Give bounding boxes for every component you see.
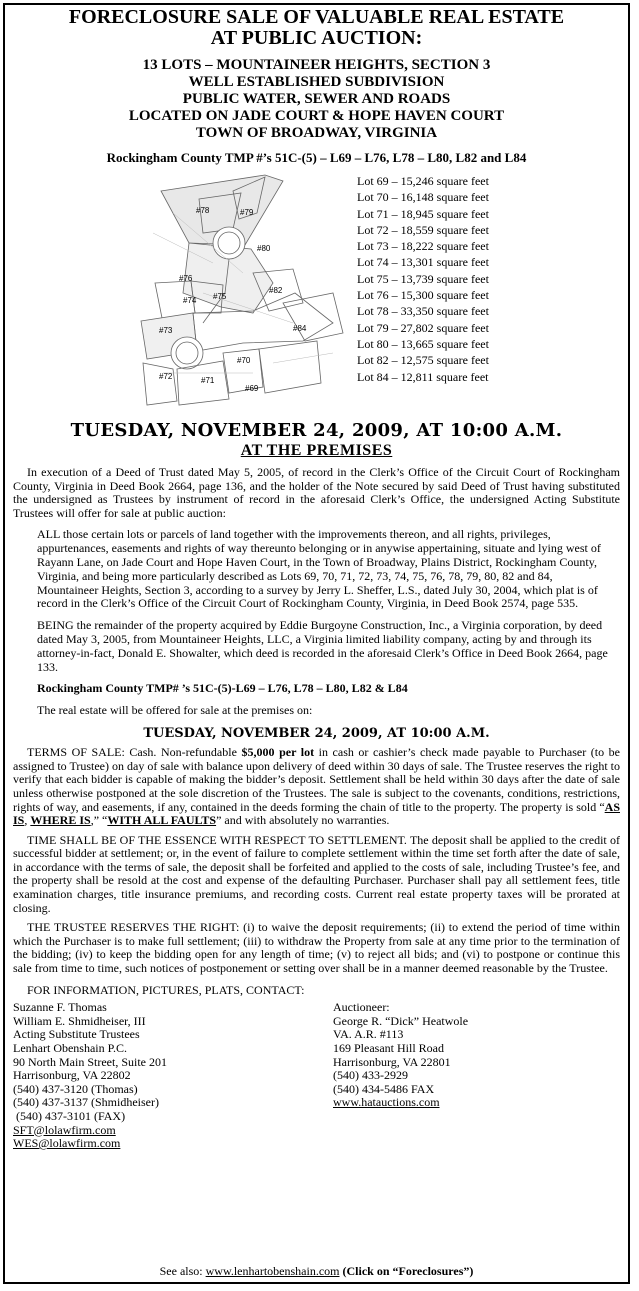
lot-item: Lot 78 – 33,350 square feet [357, 304, 489, 319]
contact-line: Harrisonburg, VA 22802 [13, 1068, 131, 1083]
plat-label-78: #78 [196, 206, 210, 215]
plat-label-76: #76 [179, 274, 193, 283]
lot-item: Lot 84 – 12,811 square feet [357, 369, 489, 384]
offered-line: The real estate will be offered for sale at the premises on: [37, 702, 313, 717]
contact-line: William E. Shmidheiser, III [13, 1013, 146, 1028]
deposit-amount: $5,000 per lot [241, 745, 315, 760]
terms-text-a: TERMS OF SALE: Cash. Non-refundable [27, 745, 242, 760]
subheads [5, 57, 628, 142]
lot-sizes-list [357, 173, 489, 385]
lot-item: Lot 79 – 27,802 square feet [357, 320, 489, 335]
subhead-town: TOWN OF BROADWAY, VIRGINIA [195, 125, 438, 141]
being-paragraph: BEING the remainder of the property acquired by Eddie Burgoyne Construction, Inc., a Virginia corporation, by deed dated May 3, 2005, from Mountaineer Heights, LLC, a Virginia limited liability company, acting by and through its attorney-in-fact, Donald E. Showalter, which deed is recorded in the aforesaid Clerk’s Office in Deed Book 2664, page 133. [37, 618, 608, 674]
at-the-premises: AT THE PREMISES [240, 442, 393, 459]
contact-line: (540) 433-2929 [333, 1068, 408, 1083]
plat-label-69: #69 [245, 384, 259, 393]
lot-item: Lot 72 – 18,559 square feet [357, 222, 489, 237]
lot-item: Lot 71 – 18,945 square feet [357, 206, 489, 221]
lot-item: Lot 69 – 15,246 square feet [357, 174, 489, 188]
contact-line: George R. “Dick” Heatwole [333, 1013, 469, 1028]
time-essence-paragraph: TIME SHALL BE OF THE ESSENCE WITH RESPECT TO SETTLEMENT. The deposit shall be applied to the credit of successful bidder at settlement; or, in the event of failure to complete settlement within the time set forth after the date of sale, in accordance with the terms of sale, the deposit shall be forfeited and applied to the costs of sale, including Trustee’s fee, and the property shall be resold at the cost and expense of the defaulting Purchaser. Purchaser shall pay all settlement fees, title examination charges, title insurance premiums, and recording costs. Current real estate property taxes will be prorated at closing. [13, 832, 620, 915]
contact-line: Suzanne F. Thomas [13, 1000, 107, 1015]
email-link-sft[interactable]: SFT@lolawfirm.com [13, 1122, 116, 1137]
lot-item: Lot 76 – 15,300 square feet [357, 288, 489, 303]
plat-label-73: #73 [159, 326, 173, 335]
see-also-suffix: (Click on “Foreclosures”) [339, 1264, 474, 1278]
subhead-lots: 13 LOTS – MOUNTAINEER HEIGHTS, SECTION 3 [142, 57, 491, 73]
contact-line: (540) 437-3120 (Thomas) [13, 1081, 138, 1096]
plat-label-75: #75 [213, 292, 227, 301]
terms-text-c: ” and with absolutely no warranties. [216, 813, 390, 828]
foreclosure-ad [3, 3, 630, 1284]
lot-item: Lot 73 – 18,222 square feet [357, 239, 489, 254]
ad-body [5, 466, 628, 997]
plat-label-82: #82 [269, 286, 283, 295]
contacts-block [5, 1001, 628, 1187]
subhead-subdivision: WELL ESTABLISHED SUBDIVISION [188, 74, 445, 90]
lot-item: Lot 80 – 13,665 square feet [357, 336, 489, 351]
contact-line: Acting Substitute Trustees [13, 1027, 140, 1042]
contact-line: (540) 437-3101 (FAX) [13, 1108, 126, 1123]
contact-line: Harrisonburg, VA 22801 [333, 1054, 451, 1069]
where-is-label: WHERE IS [30, 813, 91, 828]
sale-date-heading: TUESDAY, NOVEMBER 24, 2009, AT 10:00 A.M. [70, 420, 563, 441]
intro-paragraph: In execution of a Deed of Trust dated May 5, 2005, of record in the Clerk’s Office of the Circuit Court of Rockingham County, Virginia in Deed Book 2664, page 136, and the holder of the Note secured by said Deed of Trust having substituted the undersigned as Trustees by instrument of record in the aforesaid Clerk’s Office, the undersigned Acting Substitute Trustees will offer for sale at public auction: [13, 465, 620, 520]
terms-of-sale-paragraph: TERMS OF SALE: Cash. Non-refundable $5,000 per lot in cash or cashier’s check made payable to Purchaser (to be assigned to Trustee) on day of sale with balance upon delivery of deed within 30 days of sale. The Trustee reserves the right to verify that each bidder is capable of making the bidder’s deposit. Settlement shall be held within 30 days after the date of sale unless otherwise postponed at the sole discretion of the Trustees. The sale is subject to the covenants, conditions, restrictions, rights of way, and easements, if any, contained in the deeds forming the chain of title to the property. The property is sold “AS IS, WHERE IS,” “WITH ALL FAULTS” and with absolutely no warranties. [13, 745, 620, 828]
lot-item: Lot 74 – 13,301 square feet [357, 255, 489, 270]
trustee-reserves-paragraph: THE TRUSTEE RESERVES THE RIGHT: (i) to waive the deposit requirements; (ii) to extend the period of time within which the Purchaser is to make full settlement; (iii) to withdraw the Property from sale at any time prior to the termination of the bidding; (iv) to keep the bidding open for any length of time; (v) to reject all bids; and (vi) to postpone or continue this sale from time to time, such notices of postponement or setting over shall be in a manner deemed reasonable by the Trustee. [13, 920, 620, 976]
with-all-faults-label: WITH ALL FAULTS [107, 813, 217, 828]
plat-label-74: #74 [183, 296, 197, 305]
contact-line: VA. A.R. #113 [333, 1027, 404, 1042]
email-link-wes[interactable]: WES@lolawfirm.com [13, 1136, 121, 1151]
contact-line: (540) 434-5486 FAX [333, 1081, 435, 1096]
contact-line: 169 Pleasant Hill Road [333, 1041, 444, 1055]
auctioneer-contact [333, 1001, 468, 1110]
law-firm-website-link[interactable]: www.lenhartobenshain.com [205, 1264, 340, 1278]
sale-date-small: TUESDAY, NOVEMBER 24, 2009, AT 10:00 A.M. [143, 725, 490, 741]
title-line-2: AT PUBLIC AUCTION: [210, 27, 423, 49]
plat-label-79: #79 [240, 208, 254, 217]
plat-label-80: #80 [257, 244, 271, 253]
terms-text-b: in cash or cashier’s check made payable to Purchaser (to be assigned to Trustee) on day of sale with balance upon delivery of deed within 30 days of sale. The Trustee reserves the right to verify that each bidder is capable of making the bidder’s deposit. Settlement shall be held within 30 days after the date of sale unless otherwise postponed at the sole discretion of the Trustees. The sale is subject to the covenants, conditions, restrictions, rights of way, and easements, if any, contained in the deeds forming the chain of title to the property. The property is sold “ [13, 745, 620, 814]
tmp-line: Rockingham County TMP #’s 51C-(5) – L69 – L76, L78 – L80, L82 and L84 [106, 150, 527, 165]
see-also-prefix: See also: [159, 1264, 206, 1278]
as-is-label: AS IS [13, 799, 620, 828]
plat-label-70: #70 [237, 356, 251, 365]
plat-and-lots [5, 171, 628, 417]
lot-item: Lot 70 – 16,148 square feet [357, 190, 489, 205]
contact-line: Auctioneer: [333, 1000, 390, 1015]
contact-line: 90 North Main Street, Suite 201 [13, 1054, 167, 1069]
lot-item: Lot 75 – 13,739 square feet [357, 271, 489, 286]
contact-heading: FOR INFORMATION, PICTURES, PLATS, CONTACT: [27, 982, 305, 997]
title-line-1: FORECLOSURE SALE OF VALUABLE REAL ESTATE [68, 6, 565, 28]
tmp-repeat: Rockingham County TMP# ’s 51C-(5)-L69 – L76, L78 – L80, L82 & L84 [37, 681, 408, 696]
contact-line: Lenhart Obenshain P.C. [13, 1041, 127, 1055]
auctioneer-website-link[interactable]: www.hatauctions.com [333, 1095, 440, 1110]
subhead-utilities: PUBLIC WATER, SEWER AND ROADS [182, 91, 451, 107]
see-also-line [5, 1264, 628, 1279]
subdivision-plat-map [133, 173, 353, 413]
subhead-location: LOCATED ON JADE COURT & HOPE HAVEN COURT [128, 108, 505, 124]
plat-label-84: #84 [293, 324, 307, 333]
plat-label-71: #71 [201, 376, 215, 385]
lot-item: Lot 82 – 12,575 square feet [357, 353, 489, 368]
trustee-contact [13, 1001, 167, 1151]
plat-label-72: #72 [159, 372, 173, 381]
ad-title [5, 7, 628, 49]
contact-line: (540) 437-3137 (Shmidheiser) [13, 1095, 159, 1110]
legal-description-paragraph: ALL those certain lots or parcels of land together with the improvements thereon, and all rights, privileges, appurtenances, easements and rights of way thereunto belonging or in anywise appertaining, situate and lying west of Rayann Lane, on Jade Court and Hope Haven Court, in the Town of Broadway, Plains District, Rockingham County, Virginia, and being more particularly described as Lots 69, 70, 71, 72, 73, 74, 75, 76, 78, 79, 80, 82 and 84, Mountaineer Heights, Section 3, according to a survey by Jerry L. Sheffer, L.S., dated July 30, 2004, which plat is of record in the Clerk’s Office of the Circuit Court of Rockingham County, Virginia, in Deed Book 2574, page 535. [37, 527, 601, 611]
